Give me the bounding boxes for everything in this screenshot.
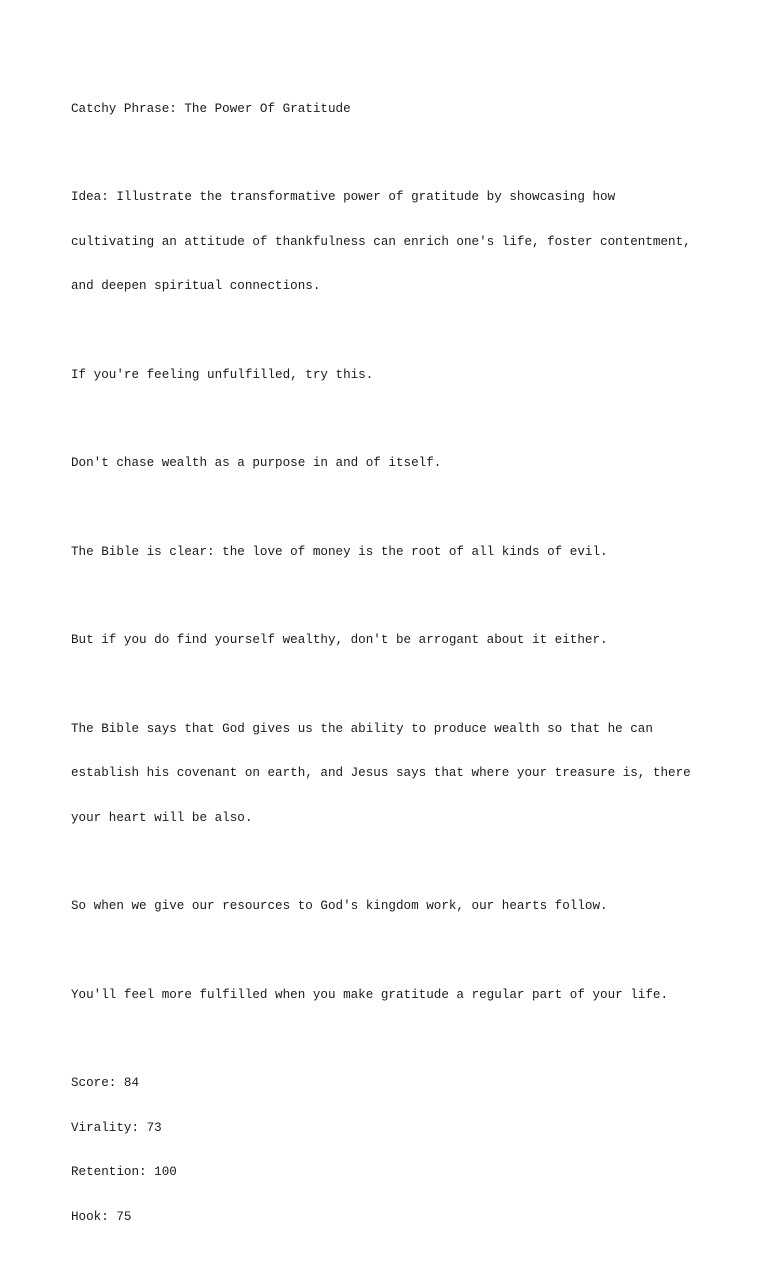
body-paragraph-line: The Bible says that God gives us the ability to produce wealth so that he can [71,721,653,736]
body-paragraph-text: So when we give our resources to God's kingdom work, our hearts follow. [71,899,608,914]
body-paragraph-text: The Bible is clear: the love of money is the root of all kinds of evil. [71,544,608,559]
body-paragraph-7 [71,958,711,1032]
body-paragraph-2 [71,427,711,501]
body-paragraph-line: establish his covenant on earth, and Jesus says that where your treasure is, there [71,766,691,781]
body-paragraph-5 [71,692,711,855]
body-paragraph-line: your heart will be also. [71,810,253,825]
idea-paragraph [71,161,711,324]
document-page [71,72,711,1269]
body-paragraph-text: If you're feeling unfulfilled, try this. [71,367,374,382]
retention-line: Retention: 100 [71,1165,177,1180]
body-paragraph-text: You'll feel more fulfilled when you make gratitude a regular part of your life. [71,987,669,1002]
hook-line: Hook: 75 [71,1209,132,1224]
body-paragraph-text: Don't chase wealth as a purpose in and of itself. [71,456,442,471]
body-paragraph-3 [71,515,711,589]
catchy-phrase-text: Catchy Phrase: The Power Of Gratitude [71,101,351,116]
catchy-phrase [71,72,711,146]
body-paragraph-text: But if you do find yourself wealthy, don't be arrogant about it either. [71,633,608,648]
body-paragraph-6 [71,870,711,944]
body-paragraph-4 [71,604,711,678]
score-line: Score: 84 [71,1076,140,1091]
idea-line: Idea: Illustrate the transformative power of gratitude by showcasing how [71,190,616,205]
idea-line: and deepen spiritual connections. [71,278,321,293]
score-block [71,1047,711,1254]
body-paragraph-1 [71,338,711,412]
idea-line: cultivating an attitude of thankfulness can enrich one's life, foster contentment, [71,234,691,249]
virality-line: Virality: 73 [71,1120,162,1135]
